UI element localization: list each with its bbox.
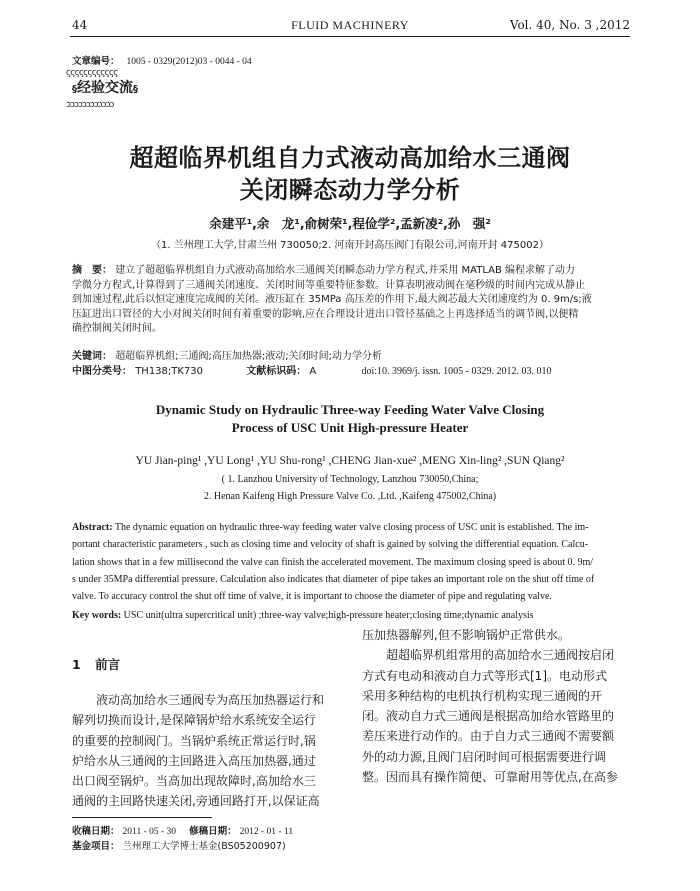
abstract-en-line: Abstract: The dynamic equation on hydraulic three-way feeding water valve closing process of USC unit is established. The im- (72, 522, 589, 533)
doi: doi:10. 3969/j. issn. 1005 - 0329. 2012. 03. 010 (361, 366, 552, 377)
received-label: 收稿日期： (72, 826, 120, 837)
abstract-cn (72, 264, 632, 337)
body-left-column (72, 690, 344, 812)
keywords-en-value: USC unit(ultra supercritical unit) ;three-way valve;high-pressure heater;closing time;dynamic analysis (123, 610, 534, 621)
banner-wave-top: ςςςςςςςςςςςς (66, 68, 118, 78)
article-number-label: 文章编号： (72, 56, 120, 67)
abstract-cn-line: 学微分方程式,计算得到了三通阀关闭速度、关闭时间等重要特征参数。计算表明液动阀在毫秒级的时间内完成从静止 (72, 279, 586, 291)
column-title: §经验交流§ (72, 80, 138, 96)
affiliation-en-line2: 2. Henan Kaifeng High Pressure Valve Co. ,Ltd. ,Kaifeng 475002,China) (203, 491, 497, 502)
body-line: 的重要的控制阀门。当锅炉系统正常运行时,锅 (72, 733, 316, 748)
keywords-cn-label: 关键词： (72, 351, 112, 362)
abstract-en-line: lation shows that in a few millisecond the valve can finish the accelerated movement. The maximum closing speed is about 0. 9m/ (72, 556, 594, 568)
clc-value: TH138;TK730 (135, 366, 204, 377)
abstract-en-line: valve. To accuracy control the shut off time of valve, it is important to choose the diameter of pipe and regulating valve. (72, 591, 552, 603)
classification-line (72, 365, 632, 380)
body-line: 整。因而具有操作简便、可靠耐用等优点,在高参 (362, 770, 618, 785)
abstract-en-label: Abstract: (72, 522, 113, 533)
title-en-line2: Process of USC Unit High-pressure Heater (231, 420, 469, 435)
body-line: 炉给水从三通阀的主回路进入高压加热器,通过 (72, 753, 316, 768)
footnote-rule (72, 817, 212, 818)
abstract-en-line: portant characteristic parameters , such as closing time and velocity of shaft is gained by solving the differential equation. Calcu- (72, 539, 589, 551)
abstract-en (72, 519, 632, 605)
header-rule (70, 36, 630, 37)
footnote-dates (72, 823, 293, 837)
article-number (72, 53, 252, 67)
abstract-cn-label: 摘 要： (72, 265, 112, 276)
abstract-cn-line: 压缸进出口管径的大小对阀关闭时间有着重要的影响,应在合理设计进出口管径基础之上再选择适当的调节阀,以便精 (72, 308, 579, 320)
body-line: 出口阀至锅炉。当高加出现故障时,高加给水三 (72, 774, 316, 789)
doc-code-value: A (309, 366, 317, 377)
page-number: 44 (72, 18, 88, 32)
body-line: 采用多种结构的电机执行机构实现三通阀的开 (362, 688, 603, 703)
affiliation-en-line1: ( 1. Lanzhou University of Technology, Lanzhou 730050,China; (221, 474, 479, 485)
body-line: 通阀的主回路快速关闭,旁通回路打开,以保证高 (72, 794, 320, 809)
body-line: 差压来进行动作的。由于自力式三通阀不需要额 (362, 729, 615, 744)
body-line: 解列切换而设计,是保障锅炉给水系统安全运行 (72, 713, 316, 728)
title-cn-line1: 超超临界机组自力式液动高加给水三通阀 (129, 144, 571, 172)
abstract-cn-line: 到加速过程,此后以恒定速度完成阀的关闭。液压缸在 35MPa 高压差的作用下,最大阀芯最大关闭速度约为 0. 9m/s;液 (72, 294, 592, 305)
journal-name: FLUID MACHINERY (291, 18, 409, 32)
fund-value: 兰州理工大学博士基金(BS05200907) (122, 841, 286, 852)
section-title: 前言 (95, 657, 121, 672)
body-right-column (362, 625, 634, 787)
body-line: 闭。液动自力式三通阀是根据高加给水管路里的 (362, 709, 615, 724)
authors-cn: 余建平¹,余 龙¹,俞树荣¹,程俭学²,孟新凌²,孙 强² (209, 216, 491, 231)
abstract-cn-line: 确控制阀关闭时间。 (72, 323, 162, 334)
doc-code-label: 文献标识码： (246, 366, 307, 377)
column-banner (66, 68, 170, 118)
footnote-fund (72, 838, 286, 852)
affiliation-cn: （1. 兰州理工大学,甘肃兰州 730050;2. 河南开封高压阀门有限公司,河南开封 475002） (151, 240, 549, 251)
banner-wave-bottom: ɔɔɔɔɔɔɔɔɔɔɔɔ (66, 100, 114, 110)
abstract-en-line: s under 35MPa differential pressure. Calculation also indicates that diameter of pipe takes an important role on the shut off time of (72, 573, 595, 585)
title-cn-line2: 关闭瞬态动力学分析 (239, 176, 461, 204)
article-number-value: 1005 - 0329(2012)03 - 0044 - 04 (126, 57, 252, 67)
section-number: 1 (72, 657, 81, 672)
volume-issue: Vol. 40, No. 3 ,2012 (509, 18, 630, 32)
keywords-en-label: Key words: (72, 610, 122, 621)
clc-label: 中图分类号： (72, 366, 132, 377)
column-title-text: 经验交流 (77, 80, 133, 96)
revised-label: 修稿日期： (189, 826, 237, 837)
revised-date: 2012 - 01 - 11 (239, 827, 294, 837)
body-line: 液动高加给水三通阀专为高压加热器运行和 (96, 693, 325, 707)
body-line: 方式有电动和液动自力式等形式[1]。电动形式 (362, 668, 607, 683)
body-line: 外的动力源,且阀门启闭时间可根据需要进行调 (362, 749, 606, 764)
fund-label: 基金项目： (72, 841, 120, 852)
keywords-en (72, 607, 632, 624)
body-line: 压加热器解列,但不影响锅炉正常供水。 (362, 628, 570, 642)
abstract-cn-line: 摘 要： 建立了超超临界机组自力式液动高加给水三通阀关闭瞬态动力学方程式,并采用 MATLAB 编程求解了动力 (72, 265, 576, 276)
authors-en: YU Jian-ping¹ ,YU Long¹ ,YU Shu-rong¹ ,CHENG Jian-xue² ,MENG Xin-ling² ,SUN Qiang² (135, 455, 565, 467)
keywords-cn-value: 超超临界机组;三通阀;高压加热器;液动;关闭时间;动力学分析 (115, 351, 383, 362)
section-heading (72, 655, 120, 673)
keywords-cn (72, 350, 632, 365)
title-en-line1: Dynamic Study on Hydraulic Three-way Feeding Water Valve Closing (155, 402, 545, 417)
received-date: 2011 - 05 - 30 (122, 827, 177, 837)
body-line: 超超临界机组常用的高加给水三通阀按启闭 (386, 648, 615, 663)
